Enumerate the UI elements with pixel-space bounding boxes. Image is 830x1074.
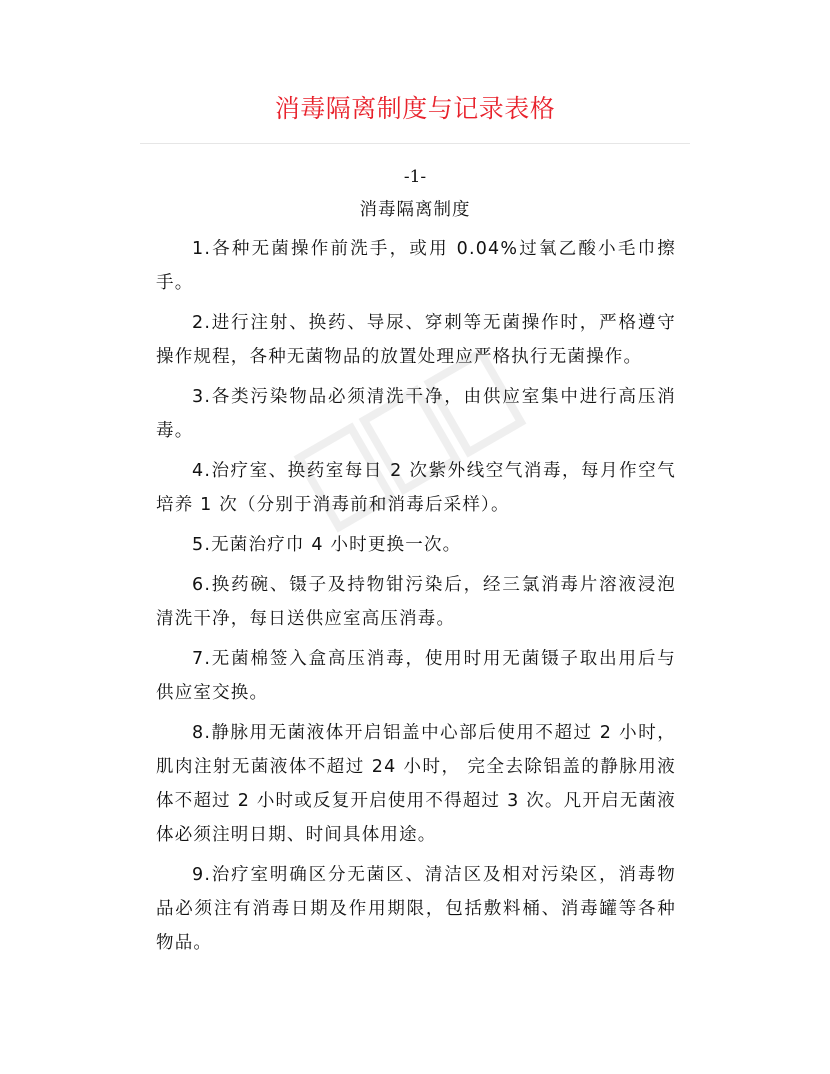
rule-item-7: 7.无菌棉签入盒高压消毒，使用时用无菌镊子取出用后与供应室交换。 (156, 649, 676, 703)
rule-item-9: 9.治疗室明确区分无菌区、清洁区及相对污染区，消毒物品必须注有消毒日期及作用期限，包括敷料桶、消毒罐等各种物品。 (156, 865, 676, 953)
rule-item-6: 6.换药碗、镊子及持物钳污染后，经三氯消毒片溶液浸泡清洗干净，每日送供应室高压消毒。 (156, 575, 676, 629)
rule-item-4: 4.治疗室、换药室每日 2 次紫外线空气消毒，每月作空气培养 1 次（分别于消毒前和消毒后采样）。 (156, 461, 676, 515)
page-number: -1- (403, 167, 427, 187)
rule-item-1: 1.各种无菌操作前洗手，或用 0.04%过氧乙酸小毛巾擦手。 (156, 239, 676, 293)
section-heading: 消毒隔离制度 (359, 200, 471, 220)
document-title: 消毒隔离制度与记录表格 (274, 94, 556, 123)
rules-list (156, 232, 676, 966)
rule-item-3: 3.各类污染物品必须清洗干净，由供应室集中进行高压消毒。 (156, 387, 676, 441)
rule-item-2: 2.进行注射、换药、导尿、穿刺等无菌操作时，严格遵守操作规程，各种无菌物品的放置处理应严格执行无菌操作。 (156, 313, 676, 367)
rule-item-5: 5.无菌治疗巾 4 小时更换一次。 (192, 535, 462, 555)
rule-item-8: 8.静脉用无菌液体开启铝盖中心部后使用不超过 2 小时， 肌肉注射无菌液体不超过 24 小时， 完全去除铝盖的静脉用液体不超过 2 小时或反复开启使用不得超过 3 次。凡开启无菌液体必须注明日期、时间具体用途。 (156, 723, 676, 845)
title-divider (140, 143, 690, 144)
